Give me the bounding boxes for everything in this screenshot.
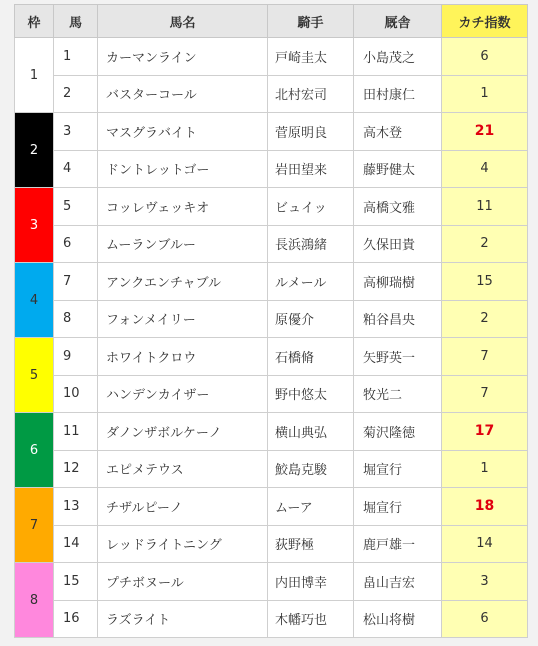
index-cell: 2 (442, 225, 528, 263)
trainer-cell: 松山将樹 (354, 600, 442, 638)
jockey-cell: 戸崎圭太 (268, 38, 354, 76)
horse-name-cell: ムーランブルー (98, 225, 268, 263)
trainer-cell: 高橋文雅 (354, 188, 442, 226)
horse-number-cell: 8 (54, 300, 98, 338)
trainer-cell: 高柳瑞樹 (354, 263, 442, 301)
trainer-cell: 堀宣行 (354, 488, 442, 526)
horse-number-cell: 12 (54, 450, 98, 488)
horse-number-cell: 14 (54, 525, 98, 563)
horse-number-cell: 3 (54, 113, 98, 151)
trainer-cell: 鹿戸雄一 (354, 525, 442, 563)
jockey-cell: ビュイッ (268, 188, 354, 226)
header-jockey: 騎手 (268, 5, 354, 38)
jockey-cell: 石橋脩 (268, 338, 354, 376)
index-cell: 11 (442, 188, 528, 226)
index-cell: 2 (442, 300, 528, 338)
waku-cell: 1 (15, 38, 54, 113)
waku-cell: 2 (15, 113, 54, 188)
horse-name-cell: バスターコール (98, 75, 268, 113)
header-umaban: 馬 (54, 5, 98, 38)
waku-cell: 3 (15, 188, 54, 263)
table-row (15, 563, 528, 601)
jockey-cell: 内田博幸 (268, 563, 354, 601)
trainer-cell: 粕谷昌央 (354, 300, 442, 338)
horse-number-cell: 15 (54, 563, 98, 601)
table-row (15, 38, 528, 76)
index-cell: 7 (442, 375, 528, 413)
horse-name-cell: ダノンザボルケーノ (98, 413, 268, 451)
index-cell: 21 (442, 113, 528, 151)
table-row (15, 338, 528, 376)
horse-name-cell: カーマンライン (98, 38, 268, 76)
jockey-cell: ルメール (268, 263, 354, 301)
table-row (15, 188, 528, 226)
trainer-cell: 堀宣行 (354, 450, 442, 488)
trainer-cell: 久保田貴 (354, 225, 442, 263)
table-row (15, 413, 528, 451)
horse-number-cell: 13 (54, 488, 98, 526)
jockey-cell: 北村宏司 (268, 75, 354, 113)
trainer-cell: 畠山吉宏 (354, 563, 442, 601)
horse-name-cell: ドントレットゴー (98, 150, 268, 188)
horse-name-cell: マスグラバイト (98, 113, 268, 151)
jockey-cell: 鮫島克駿 (268, 450, 354, 488)
table-row (15, 600, 528, 638)
jockey-cell: 荻野極 (268, 525, 354, 563)
horse-name-cell: ラズライト (98, 600, 268, 638)
trainer-cell: 牧光二 (354, 375, 442, 413)
waku-cell: 4 (15, 263, 54, 338)
horse-number-cell: 4 (54, 150, 98, 188)
jockey-cell: 長浜鴻緒 (268, 225, 354, 263)
horse-number-cell: 6 (54, 225, 98, 263)
header-index: カチ指数 (442, 5, 528, 38)
trainer-cell: 矢野英一 (354, 338, 442, 376)
table-row (15, 300, 528, 338)
waku-cell: 6 (15, 413, 54, 488)
horse-number-cell: 16 (54, 600, 98, 638)
index-cell: 4 (442, 150, 528, 188)
horse-number-cell: 9 (54, 338, 98, 376)
table-body (15, 38, 528, 638)
table-row (15, 525, 528, 563)
index-cell: 1 (442, 450, 528, 488)
index-cell: 1 (442, 75, 528, 113)
header-trainer: 厩舎 (354, 5, 442, 38)
horse-number-cell: 1 (54, 38, 98, 76)
index-cell: 6 (442, 600, 528, 638)
jockey-cell: ムーア (268, 488, 354, 526)
horse-name-cell: フォンメイリー (98, 300, 268, 338)
waku-cell: 7 (15, 488, 54, 563)
index-cell: 6 (442, 38, 528, 76)
horse-name-cell: レッドライトニング (98, 525, 268, 563)
header-waku: 枠 (15, 5, 54, 38)
table-row (15, 488, 528, 526)
jockey-cell: 木幡巧也 (268, 600, 354, 638)
table-row (15, 375, 528, 413)
horse-name-cell: プチボヌール (98, 563, 268, 601)
horse-number-cell: 10 (54, 375, 98, 413)
table-row (15, 113, 528, 151)
trainer-cell: 藤野健太 (354, 150, 442, 188)
horse-name-cell: ハンデンカイザー (98, 375, 268, 413)
horse-number-cell: 5 (54, 188, 98, 226)
table-row (15, 450, 528, 488)
index-cell: 15 (442, 263, 528, 301)
horse-name-cell: アンクエンチャブル (98, 263, 268, 301)
header-horse-name: 馬名 (98, 5, 268, 38)
horse-name-cell: エピメテウス (98, 450, 268, 488)
table-row (15, 150, 528, 188)
table-row (15, 75, 528, 113)
jockey-cell: 野中悠太 (268, 375, 354, 413)
jockey-cell: 横山典弘 (268, 413, 354, 451)
trainer-cell: 小島茂之 (354, 38, 442, 76)
waku-cell: 8 (15, 563, 54, 638)
header-row (15, 5, 528, 38)
trainer-cell: 菊沢隆徳 (354, 413, 442, 451)
jockey-cell: 原優介 (268, 300, 354, 338)
table-row (15, 225, 528, 263)
trainer-cell: 田村康仁 (354, 75, 442, 113)
jockey-cell: 岩田望来 (268, 150, 354, 188)
horse-number-cell: 2 (54, 75, 98, 113)
index-cell: 17 (442, 413, 528, 451)
race-entry-table (14, 4, 528, 638)
horse-name-cell: チザルピーノ (98, 488, 268, 526)
index-cell: 7 (442, 338, 528, 376)
horse-number-cell: 7 (54, 263, 98, 301)
index-cell: 18 (442, 488, 528, 526)
trainer-cell: 高木登 (354, 113, 442, 151)
index-cell: 14 (442, 525, 528, 563)
waku-cell: 5 (15, 338, 54, 413)
horse-number-cell: 11 (54, 413, 98, 451)
jockey-cell: 菅原明良 (268, 113, 354, 151)
index-cell: 3 (442, 563, 528, 601)
horse-name-cell: ホワイトクロウ (98, 338, 268, 376)
table-row (15, 263, 528, 301)
horse-name-cell: コッレヴェッキオ (98, 188, 268, 226)
